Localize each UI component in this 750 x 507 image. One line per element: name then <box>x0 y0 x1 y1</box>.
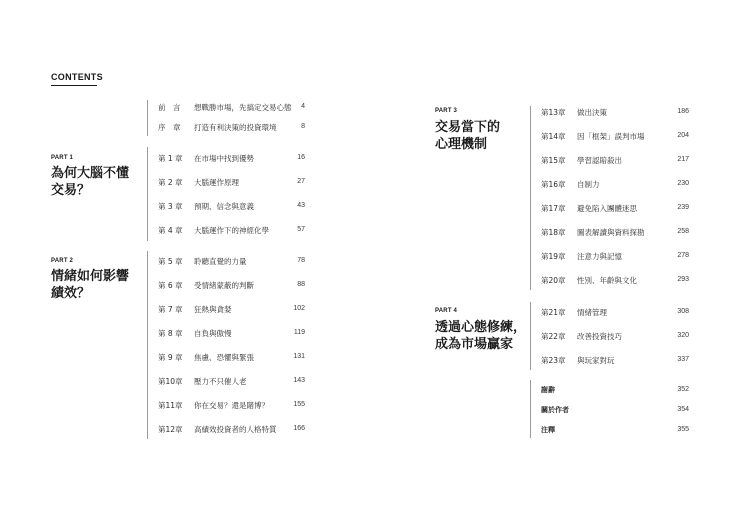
contents-heading: CONTENTS <box>51 72 103 82</box>
toc-entry-chapter-1[interactable] <box>158 152 305 164</box>
entry-page: 166 <box>293 425 305 432</box>
entry-label: 第19章 <box>541 251 566 261</box>
entry-label: 第 8 章 <box>158 328 183 338</box>
entry-label: 第17章 <box>541 203 566 213</box>
part-4-label: PART 4 <box>435 308 458 314</box>
toc-entry-chapter-2[interactable] <box>158 176 305 188</box>
entry-title: 受情緒蒙蔽的判斷 <box>194 280 254 290</box>
entry-page: 320 <box>677 332 689 339</box>
toc-entry-chapter-8[interactable] <box>158 327 305 339</box>
entry-page: 143 <box>293 377 305 384</box>
entry-title: 性別、年齡與文化 <box>577 275 637 285</box>
part-4-rule <box>530 302 531 370</box>
entry-title: 聆聽直覺的力量 <box>194 256 247 266</box>
part-title-line: 心理機制 <box>435 137 488 152</box>
part-1-title <box>51 165 129 199</box>
entry-label: 第22章 <box>541 331 566 341</box>
toc-entry-chapter-14[interactable] <box>541 130 689 142</box>
entry-title: 學習認賠殺出 <box>577 155 622 165</box>
entry-title: 謝辭 <box>541 386 555 394</box>
entry-title: 你在交易？還是賭博？ <box>194 400 269 410</box>
entry-label: 第 2 章 <box>158 177 183 187</box>
entry-title: 自制力 <box>577 179 600 189</box>
entry-title: 高績效投資者的人格特質 <box>194 424 277 434</box>
entry-label: 第 6 章 <box>158 280 183 290</box>
toc-entry-chapter-5[interactable] <box>158 255 305 267</box>
toc-entry-chapter-9[interactable] <box>158 351 305 363</box>
toc-entry-notes[interactable] <box>541 424 689 436</box>
entry-page: 78 <box>297 257 305 264</box>
entry-page: 102 <box>293 305 305 312</box>
front-matter-rule <box>147 100 148 136</box>
entry-page: 258 <box>677 228 689 235</box>
entry-page: 57 <box>297 226 305 233</box>
part-3-rule <box>530 106 531 290</box>
toc-entry-chapter-7[interactable] <box>158 303 305 315</box>
toc-entry-chapter-17[interactable] <box>541 202 689 214</box>
entry-label: 第15章 <box>541 155 566 165</box>
entry-page: 308 <box>677 308 689 315</box>
toc-entry-chapter-13[interactable] <box>541 106 689 118</box>
part-2-title <box>51 268 129 302</box>
part-4-title <box>435 319 526 353</box>
entry-title: 圖表解讀與資料探勘 <box>577 227 645 237</box>
part-title-line: 交易？ <box>51 183 91 198</box>
entry-title: 大腦運作原理 <box>194 177 239 187</box>
toc-entry-chapter-16[interactable] <box>541 178 689 190</box>
part-2-rule <box>147 251 148 439</box>
part-3-label: PART 3 <box>435 108 458 114</box>
toc-entry-chapter-20[interactable] <box>541 274 689 286</box>
toc-entry-prologue[interactable] <box>158 121 305 133</box>
toc-entry-foreword[interactable] <box>158 101 305 113</box>
entry-title: 自負與傲慢 <box>194 328 232 338</box>
entry-page: 4 <box>301 103 305 110</box>
entry-page: 239 <box>677 204 689 211</box>
entry-page: 155 <box>293 401 305 408</box>
entry-label: 第 4 章 <box>158 225 183 235</box>
entry-label: 第14章 <box>541 131 566 141</box>
entry-title: 關於作者 <box>541 406 569 414</box>
entry-label: 第 1 章 <box>158 153 183 163</box>
entry-page: 27 <box>297 178 305 185</box>
entry-page: 204 <box>677 132 689 139</box>
toc-entry-chapter-15[interactable] <box>541 154 689 166</box>
entry-page: 131 <box>293 353 305 360</box>
part-title-line: 情緒如何影響 <box>51 269 130 284</box>
toc-entry-chapter-23[interactable] <box>541 354 689 366</box>
entry-label: 第 9 章 <box>158 352 183 362</box>
entry-label: 第 3 章 <box>158 201 183 211</box>
part-3-title <box>435 119 500 153</box>
part-1-rule <box>147 147 148 241</box>
entry-page: 8 <box>301 123 305 130</box>
toc-entry-chapter-19[interactable] <box>541 250 689 262</box>
entry-label: 第11章 <box>158 400 183 410</box>
part-title-line: 為何大腦不懂 <box>51 166 130 181</box>
entry-title: 在市場中找到優勢 <box>194 153 254 163</box>
toc-entry-acknowledgements[interactable] <box>541 384 689 396</box>
entry-page: 355 <box>677 426 689 433</box>
entry-title: 與玩家對玩 <box>577 355 615 365</box>
entry-page: 217 <box>677 156 689 163</box>
toc-entry-chapter-22[interactable] <box>541 330 689 342</box>
entry-title: 狂熱與貪婪 <box>194 304 232 314</box>
end-matter-rule <box>530 380 531 438</box>
entry-page: 43 <box>297 202 305 209</box>
entry-page: 278 <box>677 252 689 259</box>
entry-label: 第12章 <box>158 424 183 434</box>
entry-label: 第 5 章 <box>158 256 183 266</box>
toc-entry-about-author[interactable] <box>541 404 689 416</box>
entry-page: 119 <box>293 329 305 336</box>
entry-title: 想戰勝市場，先搞定交易心態 <box>194 102 292 112</box>
part-title-line: 交易當下的 <box>435 120 501 135</box>
entry-page: 16 <box>297 154 305 161</box>
entry-title: 焦慮、恐懼與緊張 <box>194 352 254 362</box>
heading-underline <box>51 85 97 86</box>
entry-title: 因「框架」誤判市場 <box>577 131 645 141</box>
toc-entry-chapter-11[interactable] <box>158 399 305 411</box>
entry-title: 預期、信念與意義 <box>194 201 254 211</box>
entry-page: 352 <box>677 386 689 393</box>
entry-label: 第18章 <box>541 227 566 237</box>
part-2-label: PART 2 <box>51 258 74 264</box>
entry-page: 337 <box>677 356 689 363</box>
entry-page: 293 <box>677 276 689 283</box>
entry-label: 第10章 <box>158 376 183 386</box>
entry-title: 改善投資技巧 <box>577 331 622 341</box>
entry-page: 354 <box>677 406 689 413</box>
entry-label: 第21章 <box>541 307 566 317</box>
part-title-line: 績效？ <box>51 286 91 301</box>
part-title-line: 成為市場贏家 <box>435 337 514 352</box>
entry-page: 88 <box>297 281 305 288</box>
entry-label: 第16章 <box>541 179 566 189</box>
entry-title: 做出決策 <box>577 107 607 117</box>
entry-title: 避免陷入團體迷思 <box>577 203 637 213</box>
toc-entry-chapter-6[interactable] <box>158 279 305 291</box>
entry-label: 第13章 <box>541 107 566 117</box>
toc-entry-chapter-12[interactable] <box>158 423 305 435</box>
entry-label: 第 7 章 <box>158 304 183 314</box>
entry-title: 情緒管理 <box>577 307 607 317</box>
entry-title: 注釋 <box>541 426 555 434</box>
entry-title: 注意力與記憶 <box>577 251 622 261</box>
entry-label: 第23章 <box>541 355 566 365</box>
toc-entry-chapter-3[interactable] <box>158 200 305 212</box>
toc-entry-chapter-4[interactable] <box>158 224 305 236</box>
entry-label: 序 章 <box>158 122 181 132</box>
toc-entry-chapter-18[interactable] <box>541 226 689 238</box>
entry-label: 第20章 <box>541 275 566 285</box>
entry-page: 230 <box>677 180 689 187</box>
toc-entry-chapter-21[interactable] <box>541 306 689 318</box>
part-title-line: 透過心態修練， <box>435 320 527 335</box>
toc-entry-chapter-10[interactable] <box>158 375 305 387</box>
entry-title: 打造有利決策的投資環境 <box>194 122 277 132</box>
part-1-label: PART 1 <box>51 155 74 161</box>
entry-label: 前 言 <box>158 102 181 112</box>
entry-page: 186 <box>677 108 689 115</box>
entry-title: 壓力不只催人老 <box>194 376 247 386</box>
entry-title: 大腦運作下的神經化學 <box>194 225 269 235</box>
